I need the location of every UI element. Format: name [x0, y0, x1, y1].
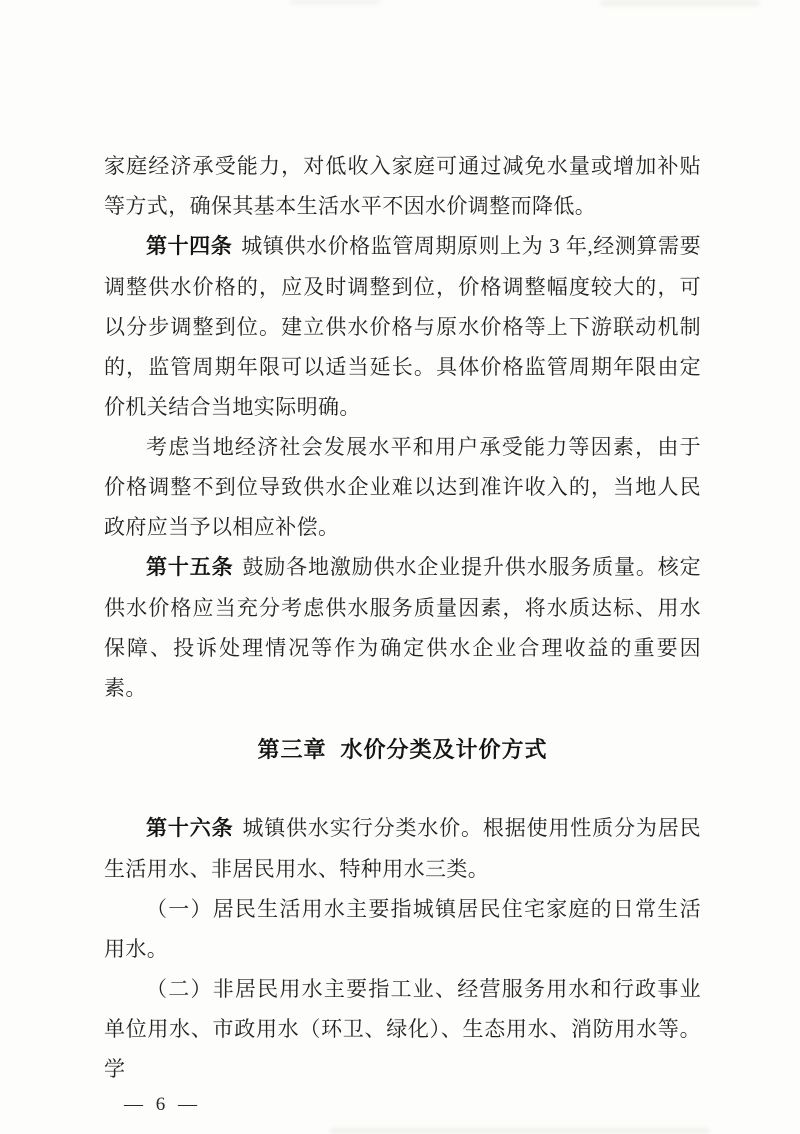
- paragraph-continuation: [104, 146, 701, 226]
- paragraph-text: （二）非居民用水主要指工业、经营服务用水和行政事业单位用水、市政用水（环卫、绿化）、生态用水、消防用水等。学: [104, 977, 701, 1081]
- page-number-text: — 6 —: [124, 1094, 201, 1115]
- chapter-heading: [104, 730, 701, 770]
- paragraph-article-16: [104, 808, 701, 889]
- document-content: [104, 146, 701, 1116]
- article-number: 第十四条: [146, 235, 233, 258]
- chapter-number: 第三章: [257, 737, 327, 762]
- scan-artifact: [330, 1128, 710, 1134]
- paragraph-text: （一）居民生活用水主要指城镇居民住宅家庭的日常生活用水。: [104, 897, 701, 961]
- scan-artifact: [600, 0, 760, 6]
- paragraph-item-1: [104, 889, 701, 969]
- page-number: [104, 1094, 701, 1116]
- paragraph-article-15: [104, 547, 701, 708]
- paragraph-item-2: [104, 969, 701, 1089]
- paragraph-article-14: [104, 226, 701, 427]
- article-number: 第十六条: [146, 817, 234, 840]
- scan-artifact: [290, 0, 380, 4]
- paragraph-text: 家庭经济承受能力，对低收入家庭可通过减免水量或增加补贴等方式，确保其基本生活水平不因水价调整而降低。: [104, 154, 701, 218]
- paragraph-text: 鼓励各地激励供水企业提升供水服务质量。核定供水价格应当充分考虑供水服务质量因素，将水质达标、用水保障、投诉处理情况等作为确定供水企业合理收益的重要因素。: [104, 555, 701, 700]
- chapter-title: 水价分类及计价方式: [340, 737, 548, 762]
- paragraph-text: 考虑当地经济社会发展水平和用户承受能力等因素，由于价格调整不到位导致供水企业难以达到准许收入的，当地人民政府应当予以相应补偿。: [104, 435, 701, 539]
- paragraph-text: 城镇供水实行分类水价。根据使用性质分为居民生活用水、非居民用水、特种用水三类。: [104, 816, 701, 881]
- paragraph-text: 城镇供水价格监管周期原则上为 3 年,经测算需要调整供水价格的，应及时调整到位，价格调整幅度较大的，可以分步调整到位。建立供水价格与原水价格等上下游联动机制的，监管周期年限可以适当延长。具体价格监管周期年限由定价机关结合当地实际明确。: [104, 234, 701, 419]
- article-number: 第十五条: [146, 556, 234, 579]
- paragraph-compensation: [104, 427, 701, 547]
